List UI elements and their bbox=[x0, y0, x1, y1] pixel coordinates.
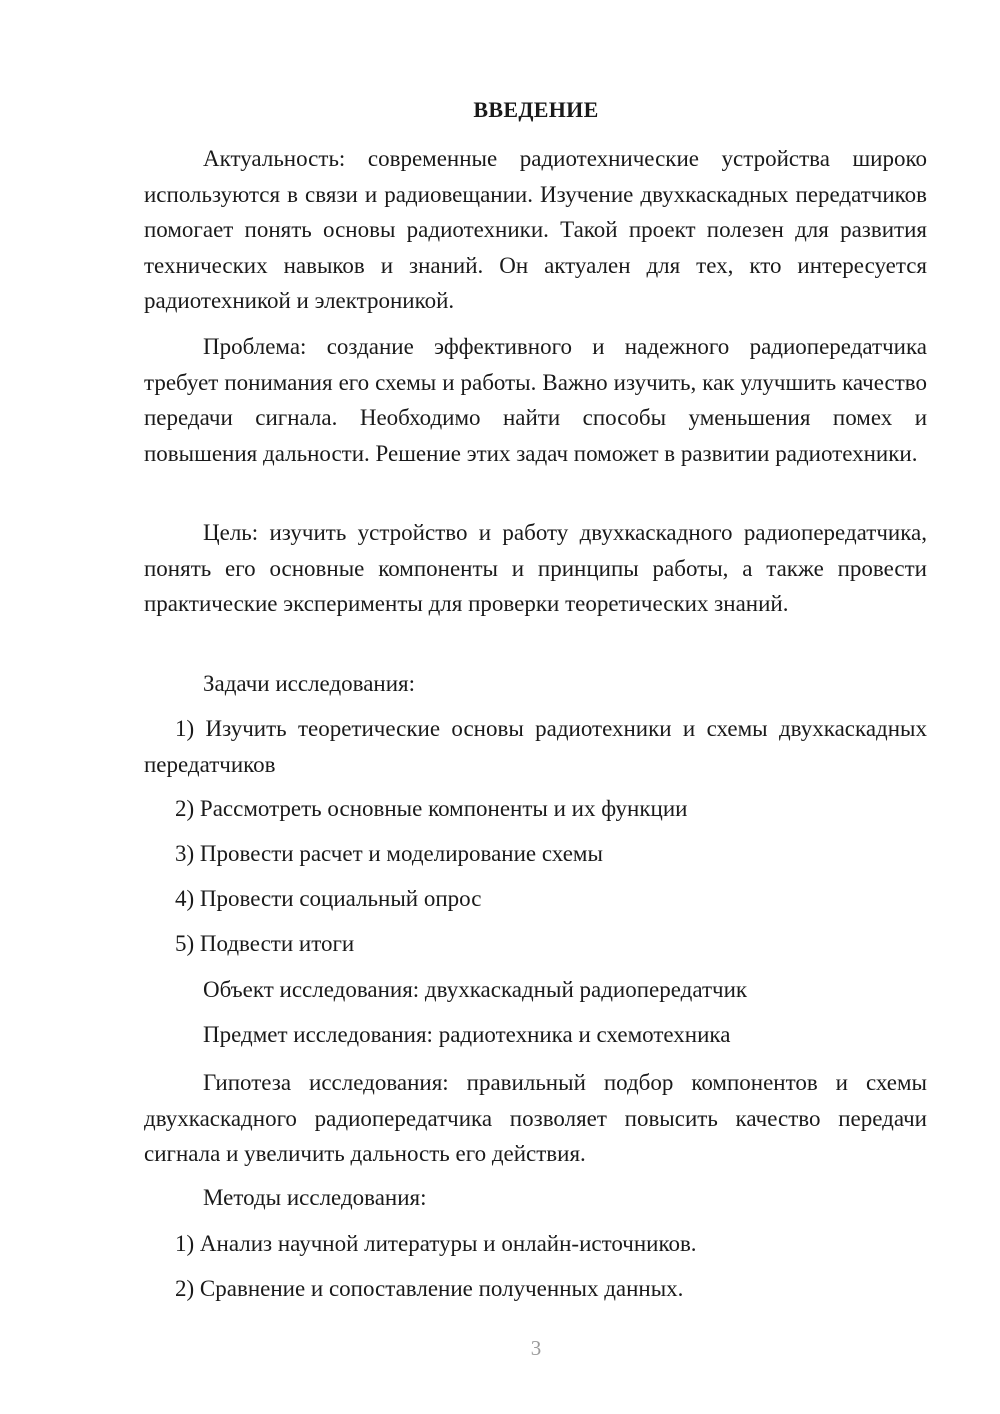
paragraph-relevance: Актуальность: современные радиотехнические устройства широко используются в связи и радиовещании. Изучение двухкаскадных передатчиков помогает понять основы радиотехники. Такой проект полезен для развития технических навыков и знаний. Он актуален для тех, кто интересуется радиотехникой и электроникой. bbox=[144, 146, 927, 313]
tasks-heading: Задачи исследования: bbox=[203, 671, 416, 696]
task-item-1: 1) Изучить теоретические основы радиотехники и схемы двухкаскадных передатчиков bbox=[144, 716, 927, 777]
research-subject: Предмет исследования: радиотехника и схемотехника bbox=[203, 1022, 731, 1047]
task-item-4: 4) Провести социальный опрос bbox=[175, 886, 482, 911]
method-item-2: 2) Сравнение и сопоставление полученных данных. bbox=[175, 1276, 684, 1301]
method-item-1: 1) Анализ научной литературы и онлайн-источников. bbox=[175, 1231, 697, 1256]
paragraph-problem: Проблема: создание эффективного и надежного радиопередатчика требует понимания его схемы и работы. Важно изучить, как улучшить качество передачи сигнала. Необходимо найти способы уменьшения помех и повышения дальности. Решение этих задач поможет в развитии радиотехники. bbox=[144, 334, 927, 466]
section-title: ВВЕДЕНИЕ bbox=[473, 97, 599, 122]
paragraph-goal: Цель: изучить устройство и работу двухкаскадного радиопередатчика, понять его основные компоненты и принципы работы, а также провести практические эксперименты для проверки теоретических знаний. bbox=[144, 520, 927, 616]
task-item-5: 5) Подвести итоги bbox=[175, 931, 355, 956]
task-item-3: 3) Провести расчет и моделирование схемы bbox=[175, 841, 603, 866]
research-object: Объект исследования: двухкаскадный радиопередатчик bbox=[203, 977, 748, 1002]
page-number: 3 bbox=[530, 1336, 542, 1360]
task-item-2: 2) Рассмотреть основные компоненты и их функции bbox=[175, 796, 688, 821]
paragraph-hypothesis: Гипотеза исследования: правильный подбор компонентов и схемы двухкаскадного радиопередатчика позволяет повысить качество передачи сигнала и увеличить дальность его действия. bbox=[144, 1070, 927, 1166]
methods-heading: Методы исследования: bbox=[203, 1185, 427, 1210]
